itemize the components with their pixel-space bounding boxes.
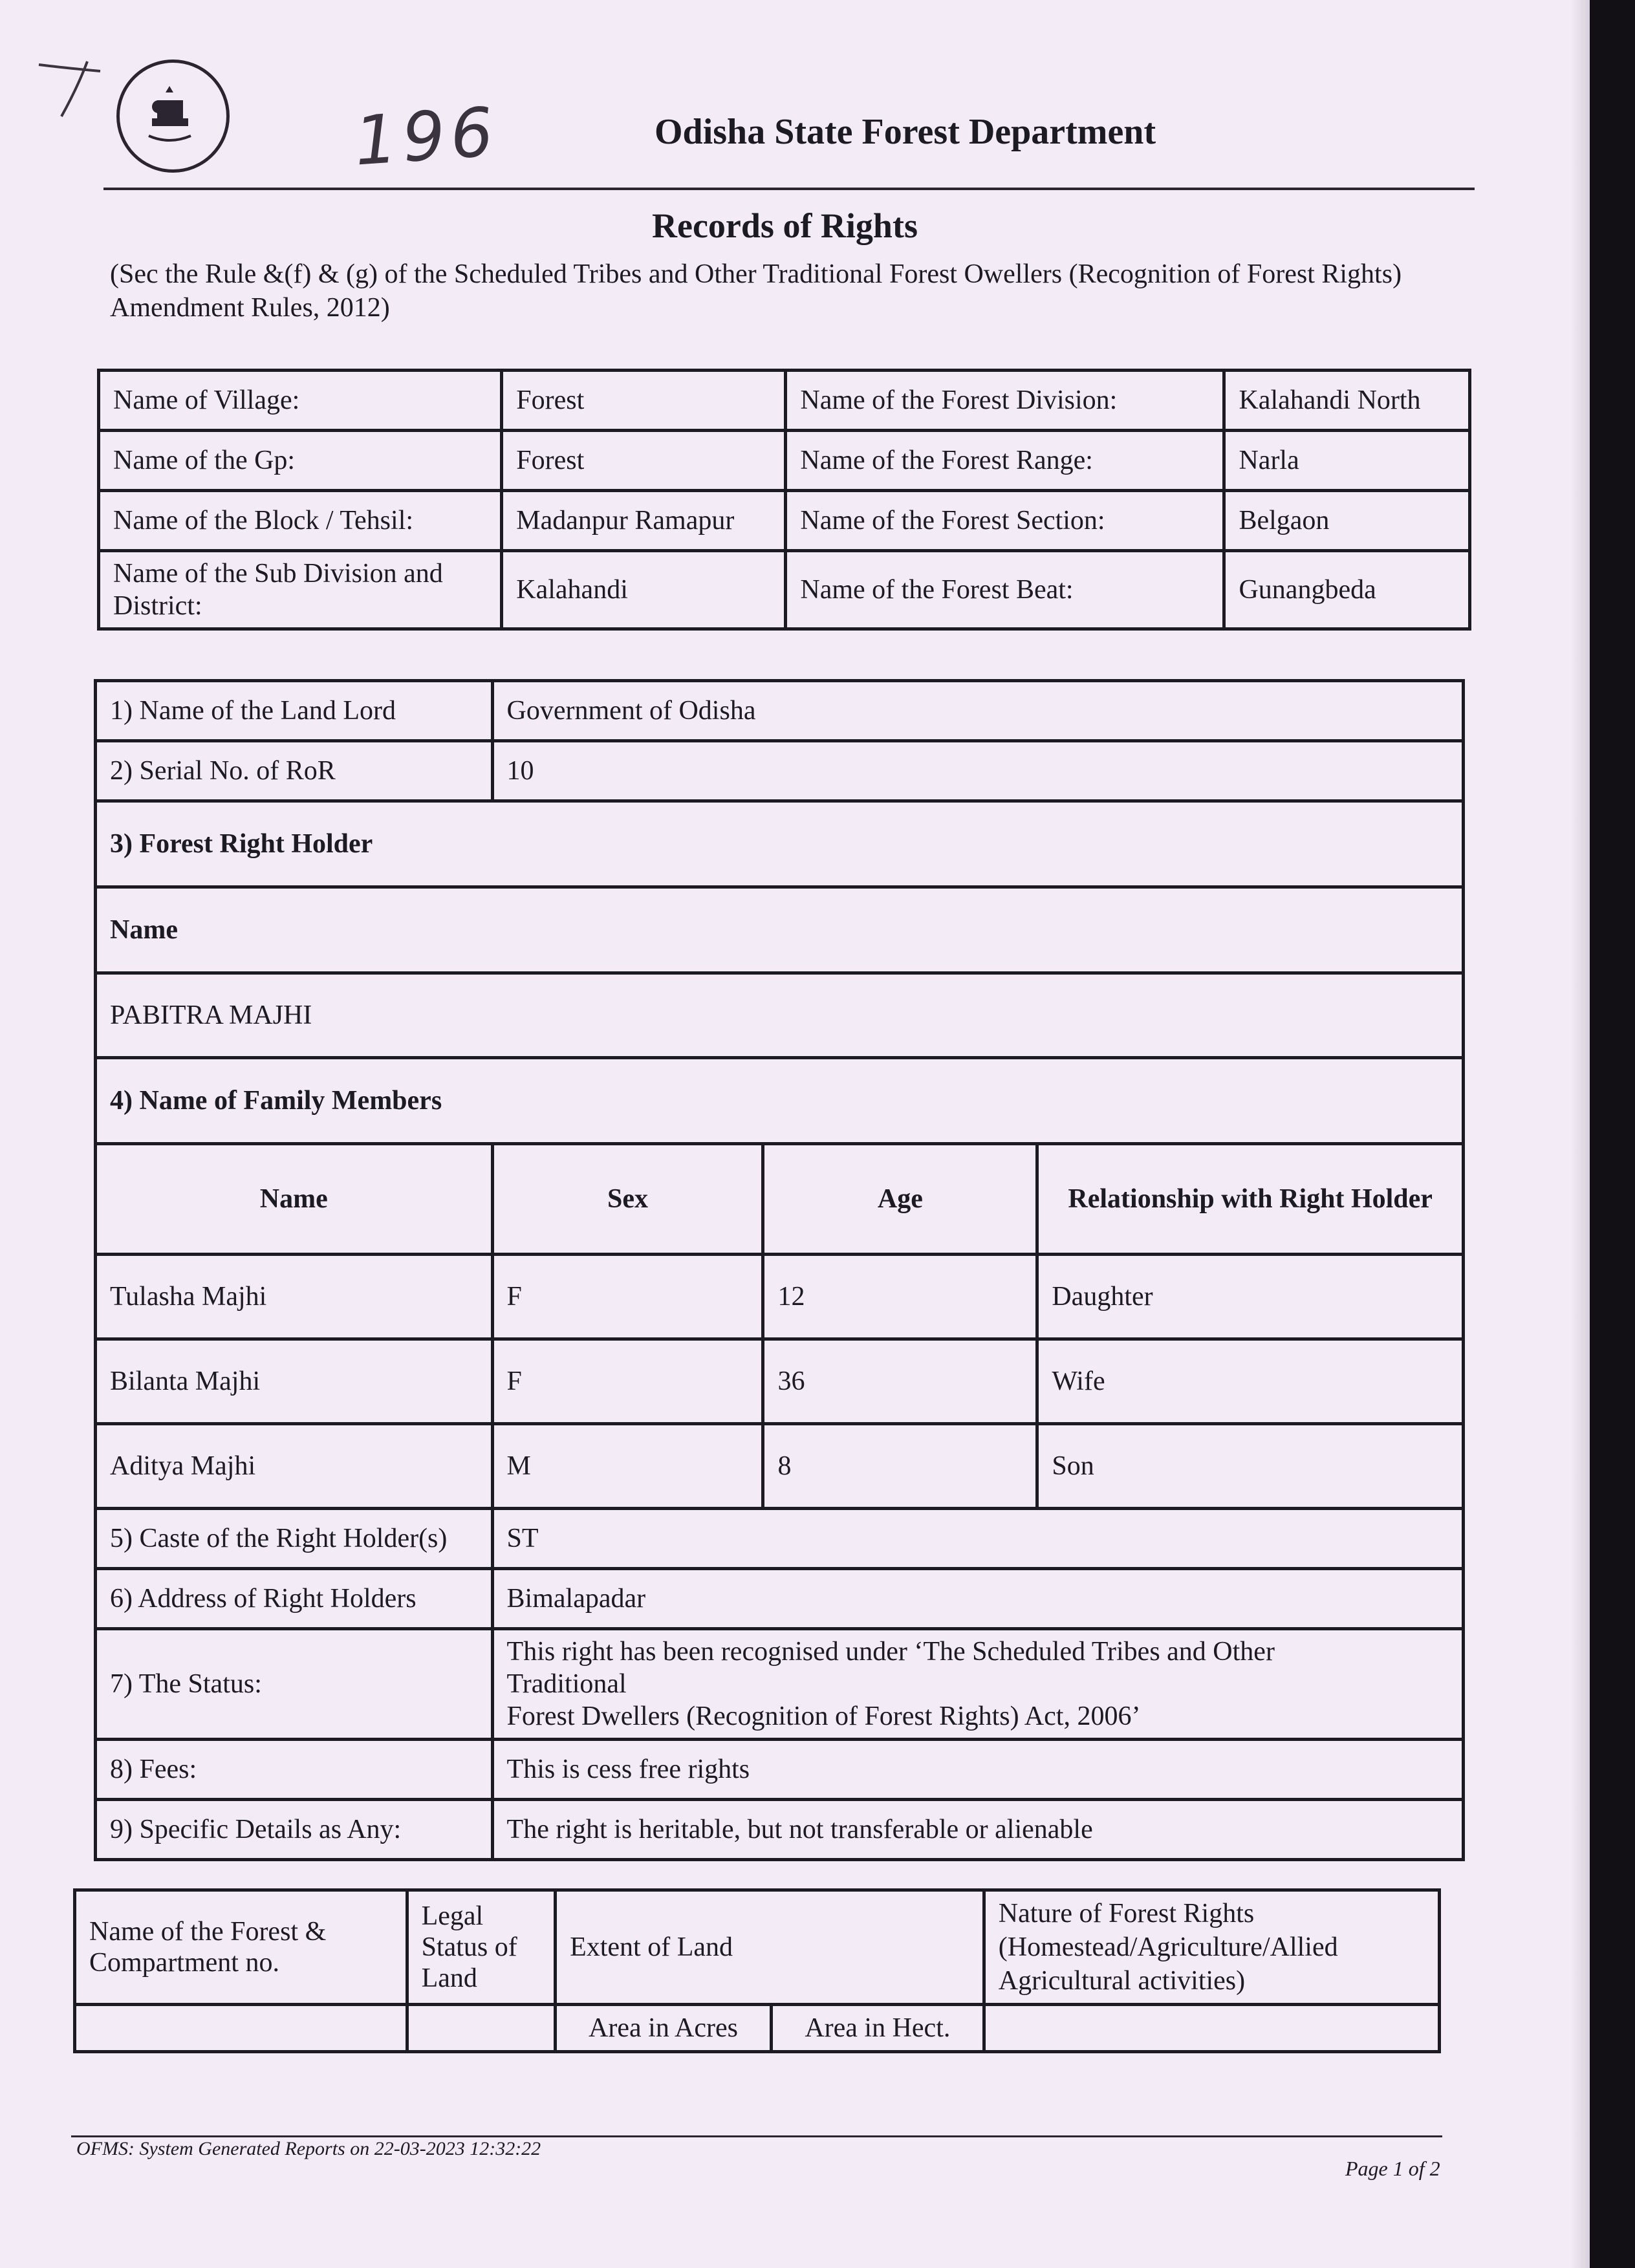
extent-column-header: Extent of Land xyxy=(556,1890,984,2005)
emblem-icon xyxy=(139,81,200,146)
division-value: Kalahandi North xyxy=(1224,371,1470,431)
table-row xyxy=(96,1569,1464,1629)
section-label: Name of the Forest Section: xyxy=(786,491,1224,551)
table-row xyxy=(99,491,1470,551)
legal-cell xyxy=(407,2005,556,2052)
member-name: Aditya Majhi xyxy=(96,1424,493,1509)
table-row xyxy=(96,973,1464,1058)
table-row xyxy=(96,741,1464,801)
member-relation: Son xyxy=(1037,1424,1464,1509)
family-heading: 4) Name of Family Members xyxy=(96,1058,1464,1144)
member-sex: F xyxy=(492,1339,763,1424)
page-title: Records of Rights xyxy=(652,206,918,245)
nature-column-header: Nature of Forest Rights (Homestead/Agriculture/Allied Agricultural activities) xyxy=(984,1890,1439,2005)
range-value: Narla xyxy=(1224,431,1470,491)
table-row xyxy=(96,1629,1464,1740)
legal-column-header: Legal Status of Land xyxy=(407,1890,556,2005)
beat-label: Name of the Forest Beat: xyxy=(786,551,1224,629)
nature-cell xyxy=(984,2005,1439,2052)
serial-label: 2) Serial No. of RoR xyxy=(96,741,493,801)
table-row xyxy=(75,1890,1440,2005)
forest-cell xyxy=(75,2005,407,2052)
holder-heading: 3) Forest Right Holder xyxy=(96,801,1464,887)
odisha-emblem-logo xyxy=(116,59,230,173)
member-sex: M xyxy=(492,1424,763,1509)
division-label: Name of the Forest Division: xyxy=(786,371,1224,431)
status-value xyxy=(492,1629,1463,1740)
fees-label: 8) Fees: xyxy=(96,1740,493,1800)
subdivision-label: Name of the Sub Division and District: xyxy=(99,551,502,629)
address-label: 6) Address of Right Holders xyxy=(96,1569,493,1629)
page-number: Page 1 of 2 xyxy=(1345,2157,1440,2180)
serial-value: 10 xyxy=(492,741,1463,801)
table-row xyxy=(96,1740,1464,1800)
column-header: Name xyxy=(96,1144,493,1255)
status-line: Traditional xyxy=(506,1669,627,1699)
landlord-value: Government of Odisha xyxy=(492,681,1463,741)
table-row xyxy=(96,1800,1464,1860)
status-line: Forest Dwellers (Recognition of Forest Rights) Act, 2006’ xyxy=(506,1701,1141,1731)
member-age: 8 xyxy=(763,1424,1037,1509)
location-table xyxy=(97,369,1471,631)
generated-note: OFMS: System Generated Reports on 22-03-2023 12:32:22 xyxy=(76,2138,541,2159)
header-divider xyxy=(103,188,1475,190)
gp-value: Forest xyxy=(502,431,786,491)
landlord-label: 1) Name of the Land Lord xyxy=(96,681,493,741)
table-row xyxy=(96,1339,1464,1424)
column-header: Sex xyxy=(492,1144,763,1255)
acres-column-header: Area in Acres xyxy=(556,2005,772,2052)
member-age: 12 xyxy=(763,1255,1037,1339)
subdivision-value: Kalahandi xyxy=(502,551,786,629)
beat-value: Gunangbeda xyxy=(1224,551,1470,629)
table-row xyxy=(96,1509,1464,1569)
holder-name: PABITRA MAJHI xyxy=(96,973,1464,1058)
fees-value: This is cess free rights xyxy=(492,1740,1463,1800)
specific-label: 9) Specific Details as Any: xyxy=(96,1800,493,1860)
table-row xyxy=(99,431,1470,491)
footer-divider xyxy=(71,2135,1442,2137)
member-name: Bilanta Majhi xyxy=(96,1339,493,1424)
section-value: Belgaon xyxy=(1224,491,1470,551)
scan-border xyxy=(1590,0,1635,2268)
record-table xyxy=(94,679,1465,1861)
table-row xyxy=(96,1058,1464,1144)
address-value: Bimalapadar xyxy=(492,1569,1463,1629)
column-header: Relationship with Right Holder xyxy=(1037,1144,1464,1255)
status-label: 7) The Status: xyxy=(96,1629,493,1740)
column-header: Age xyxy=(763,1144,1037,1255)
member-name: Tulasha Majhi xyxy=(96,1255,493,1339)
member-sex: F xyxy=(492,1255,763,1339)
status-line: This right has been recognised under ‘The Scheduled Tribes and Other xyxy=(506,1637,1275,1667)
member-age: 36 xyxy=(763,1339,1037,1424)
block-label: Name of the Block / Tehsil: xyxy=(99,491,502,551)
table-row xyxy=(96,801,1464,887)
table-row xyxy=(96,887,1464,973)
family-header-row xyxy=(96,1144,1464,1255)
caste-value: ST xyxy=(492,1509,1463,1569)
page-shadow xyxy=(1570,0,1590,2268)
range-label: Name of the Forest Range: xyxy=(786,431,1224,491)
land-table xyxy=(73,1888,1441,2053)
table-row xyxy=(75,2005,1440,2052)
pen-mark xyxy=(26,55,110,120)
table-row xyxy=(99,551,1470,629)
block-value: Madanpur Ramapur xyxy=(502,491,786,551)
table-row xyxy=(96,1255,1464,1339)
table-row xyxy=(96,1424,1464,1509)
handwritten-number: 196 xyxy=(352,92,501,181)
village-value: Forest xyxy=(502,371,786,431)
member-relation: Daughter xyxy=(1037,1255,1464,1339)
hect-column-header: Area in Hect. xyxy=(771,2005,984,2052)
member-relation: Wife xyxy=(1037,1339,1464,1424)
table-row xyxy=(99,371,1470,431)
name-heading: Name xyxy=(96,887,1464,973)
caste-label: 5) Caste of the Right Holder(s) xyxy=(96,1509,493,1569)
forest-column-header: Name of the Forest & Compartment no. xyxy=(75,1890,407,2005)
specific-value: The right is heritable, but not transferable or alienable xyxy=(492,1800,1463,1860)
gp-label: Name of the Gp: xyxy=(99,431,502,491)
table-row xyxy=(96,681,1464,741)
village-label: Name of Village: xyxy=(99,371,502,431)
department-name: Odisha State Forest Department xyxy=(655,112,1156,152)
rule-reference: (Sec the Rule &(f) & (g) of the Scheduled Tribes and Other Traditional Forest Owellers (Recognition of Forest Rights) Amendment Rules, 2012) xyxy=(110,259,1402,323)
